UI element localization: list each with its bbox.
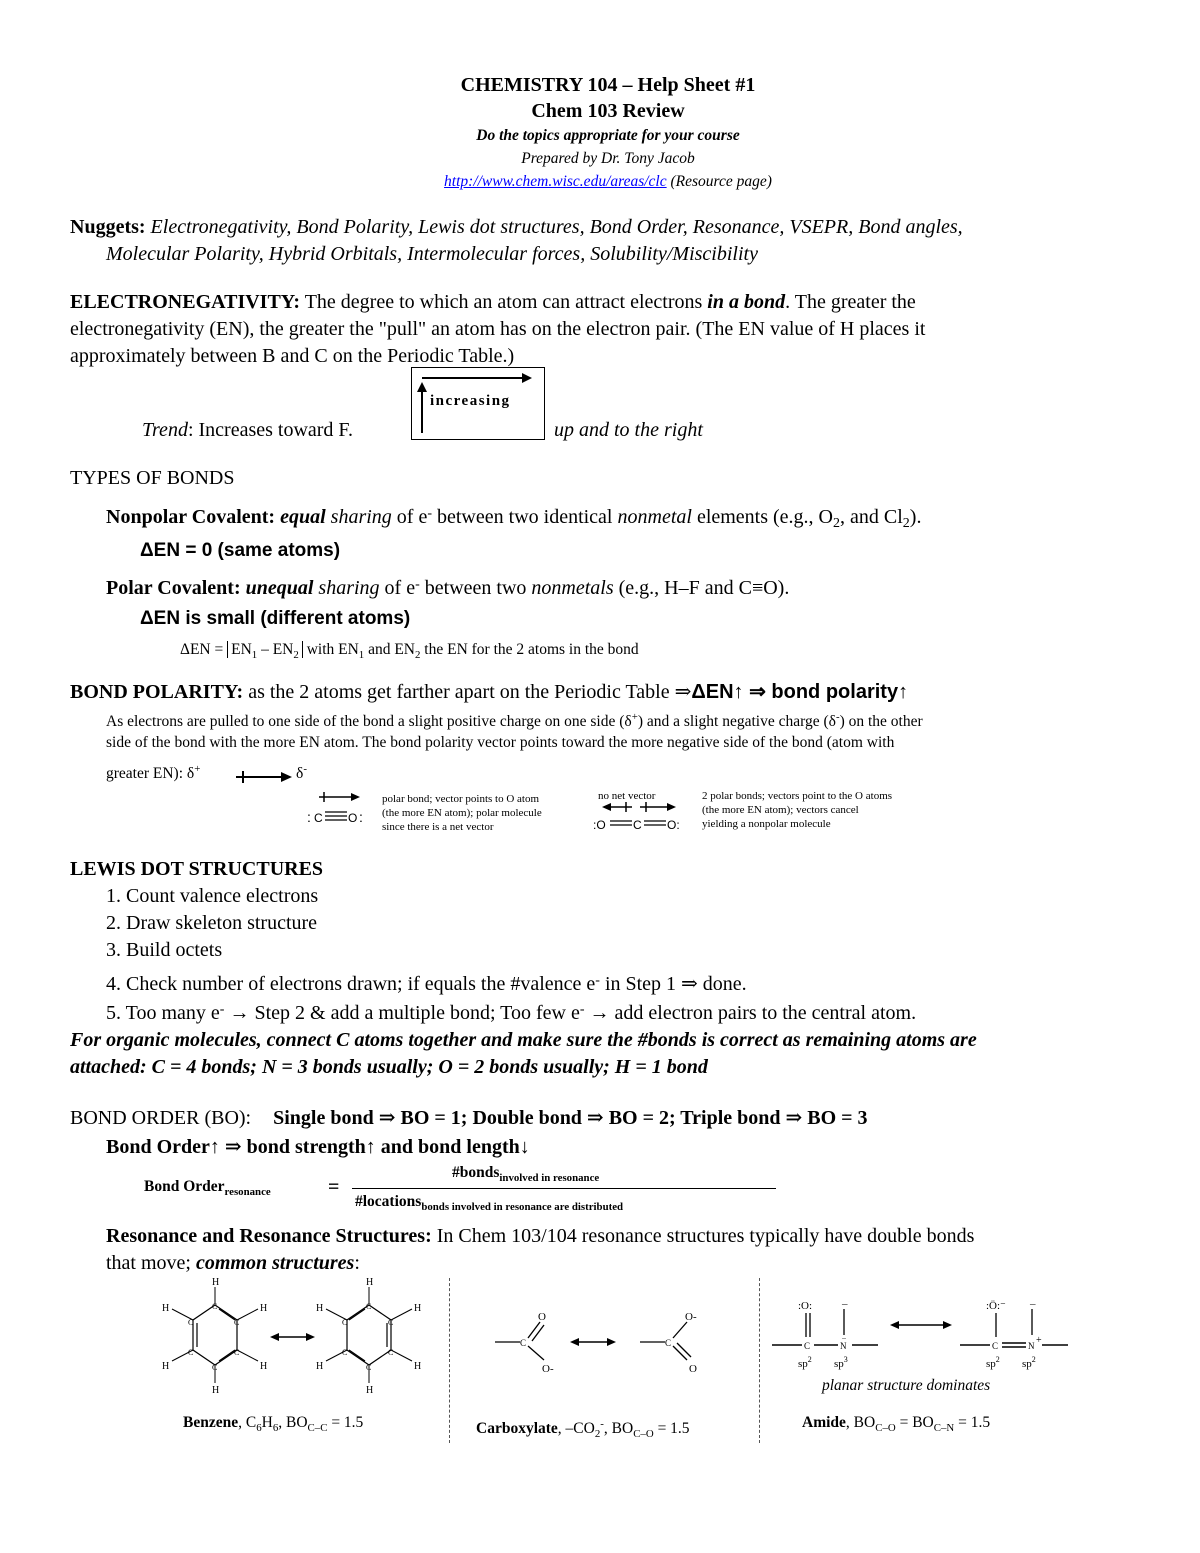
sub: C–O (875, 1422, 896, 1434)
cap-e: = 1.5 (327, 1414, 364, 1431)
h-label: H (212, 1385, 220, 1396)
sp2-label: $sp^2$ (986, 1355, 1000, 1370)
benzene-resonance-diagram (150, 1275, 440, 1415)
formula-e: and EN (364, 641, 415, 658)
h-label: H (162, 1303, 170, 1314)
dash-label: – (842, 1298, 848, 1310)
nuggets-line1 (70, 216, 963, 239)
bo-fraction-bar (352, 1188, 776, 1189)
formula-d: with EN (306, 641, 359, 658)
co2-molecule-diagram (590, 800, 690, 836)
abs-value (227, 641, 303, 661)
bond-order-line (70, 1105, 868, 1130)
doc-subtitle: Chem 103 Review (531, 100, 685, 122)
sub: 2 (594, 1428, 601, 1440)
en-line3: approximately between B and C on the Periodic Table.) (70, 345, 515, 367)
bo-label: Bond Order (144, 1178, 225, 1195)
step5-mid: → Step 2 & add a multiple bond; Too few e (224, 1002, 580, 1024)
h-label: H (212, 1277, 220, 1288)
cap-b: , BO (845, 1414, 876, 1431)
amide-right (960, 1298, 1068, 1370)
h-label: H (162, 1361, 170, 1372)
separator-1 (449, 1278, 450, 1443)
h-label: H (316, 1361, 324, 1372)
o-minus-label: O- (542, 1363, 554, 1375)
minus-sup: - (595, 973, 600, 988)
bond-order-trend: Bond Order↑ ⇒ bond strength↑ and bond length↓ (106, 1136, 530, 1158)
sub: involved in resonance (499, 1172, 600, 1184)
c-label: C (665, 1338, 672, 1348)
co2-right-o: O: (667, 818, 680, 832)
carboxylate-caption (476, 1418, 690, 1440)
sub: 2 (293, 649, 299, 661)
co-note-2: (the more EN atom); polar molecule (382, 807, 542, 819)
c-label: C (520, 1338, 527, 1348)
cap-d: = 1.5 (653, 1420, 690, 1437)
co-molecule-diagram (305, 790, 375, 830)
c-label: C (804, 1341, 811, 1351)
co-note-1: polar bond; vector points to O atom (382, 793, 540, 805)
co2-note-2: (the more EN atom); vectors cancel (702, 804, 859, 816)
resonance-heading: Resonance and Resonance Structures: (106, 1225, 432, 1247)
c-label: C (234, 1318, 240, 1327)
co2-top-label: no net vector (598, 790, 656, 802)
benzene-name: Benzene (183, 1414, 239, 1431)
doc-author: Prepared by Dr. Tony Jacob (521, 150, 695, 167)
co-lone-pair-o: : (359, 809, 363, 825)
step5-text: 5. Too many e (106, 1002, 220, 1024)
h-label: H (260, 1361, 268, 1372)
sub: 6 (272, 1422, 279, 1434)
h-label: H (316, 1303, 324, 1314)
nonpolar-en: ΔEN = 0 (same atoms) (140, 540, 341, 561)
polar-tail: (e.g., H–F and C≡O). (618, 577, 790, 599)
sup: + (631, 711, 638, 723)
resource-link[interactable]: http://www.chem.wisc.edu/areas/clc (444, 173, 667, 190)
sub: 1 (358, 649, 365, 661)
sub: C–N (933, 1422, 955, 1434)
cap-b: , C (238, 1414, 257, 1431)
o-minus-label: :Ö:⁻ (986, 1300, 1006, 1312)
p1-b: ) and a slight negative charge (δ (637, 713, 836, 730)
text2-c: : (354, 1252, 360, 1274)
nonpolar-line (106, 506, 921, 532)
lewis-organic-2: attached: C = 4 bonds; N = 3 bonds usually; O = 2 bonds usually; H = 1 bond (70, 1056, 708, 1078)
co2-c: C (633, 818, 642, 832)
step4-tail: in Step 1 ⇒ done. (599, 973, 747, 995)
trend-suffix: up and to the right (554, 419, 703, 441)
plus-label: + (1036, 1335, 1042, 1346)
en-text-b: in a bond (707, 291, 786, 313)
carboxylate-right (640, 1311, 697, 1375)
bond-polarity-text: as the 2 atoms get farther apart on the Periodic Table ⇒ (248, 681, 692, 703)
numerator: #bonds (452, 1164, 500, 1181)
carboxylate-left (495, 1311, 554, 1375)
minus-sup: - (427, 506, 432, 521)
sup: + (194, 763, 201, 775)
bond-polarity-heading: BOND POLARITY: (70, 681, 244, 703)
en-text-c: . The greater the (785, 291, 916, 313)
p3-end: δ (296, 765, 304, 782)
c-label: C (366, 1302, 372, 1311)
sub: C–C (307, 1422, 328, 1434)
cap-c: , BO (603, 1420, 634, 1437)
c-label: C (342, 1318, 348, 1327)
h-label: H (414, 1361, 422, 1372)
polarity-vector-icon (234, 770, 294, 784)
lewis-heading: LEWIS DOT STRUCTURES (70, 858, 324, 880)
bond-order-values: Single bond ⇒ BO = 1; Double bond ⇒ BO = 2; Triple bond ⇒ BO = 3 (273, 1107, 868, 1129)
co-note-3: since there is a net vector (382, 821, 494, 833)
sub: 2 (833, 516, 841, 531)
nonpolar-tail-a: elements (e.g., O (696, 506, 834, 528)
sub: 2 (415, 649, 421, 661)
nonpolar-equal: equal (280, 506, 326, 528)
text2-b: common structures (195, 1252, 355, 1274)
carboxylate-resonance-diagram (490, 1300, 730, 1380)
nonpolar-tail-c: ). (909, 506, 922, 528)
bond-types-heading: TYPES OF BONDS (70, 467, 235, 489)
dash-label: – (1030, 1298, 1036, 1310)
minus-sup: - (415, 577, 420, 592)
sub: 6 (256, 1422, 262, 1434)
co-c-atom: C (314, 811, 323, 825)
resonance-line2 (106, 1252, 360, 1275)
polar-label: Polar Covalent: (106, 577, 241, 599)
lewis-step-2: 2. Draw skeleton structure (106, 912, 318, 934)
c-label: C (234, 1348, 240, 1357)
carboxylate-arrow (570, 1338, 616, 1346)
resource-line (0, 173, 1200, 191)
sub: 2 (902, 516, 910, 531)
bond-polarity-trend: ΔEN↑ ⇒ bond polarity↑ (691, 681, 909, 703)
co-lone-pair-c: : (307, 809, 311, 825)
polarity-p1 (106, 711, 923, 731)
separator-2 (759, 1278, 760, 1443)
bo-formula-eq: = (328, 1176, 340, 1198)
n-lone-pair: .. (842, 1332, 846, 1341)
benzene-right (316, 1277, 421, 1396)
polar-nonmetals: nonmetals (531, 577, 614, 599)
bo-numerator (452, 1164, 599, 1184)
p1-c: ) on the other (839, 713, 923, 730)
doc-title: CHEMISTRY 104 – Help Sheet #1 (460, 74, 756, 96)
co2-note-1: 2 polar bonds; vectors point to the O atoms (702, 790, 893, 802)
o-label: O (538, 1311, 546, 1323)
minus-sup: - (579, 1002, 585, 1017)
doc-note: Do the topics appropriate for your course (476, 127, 740, 144)
formula-a: ΔEN = (180, 641, 224, 658)
sup: - (303, 763, 307, 775)
sub: C–O (633, 1428, 654, 1440)
cap-c: H (261, 1414, 273, 1431)
n-plus-label: N (1028, 1341, 1035, 1351)
trend-box-label: increasing (430, 393, 511, 409)
sp2-label: $sp^2$ (798, 1355, 812, 1370)
bo-denominator (355, 1193, 623, 1213)
h-label: H (414, 1303, 422, 1314)
en-line2: electronegativity (EN), the greater the "pull" an atom has on the electron pair. (The EN value of H places it (70, 318, 926, 340)
polarity-p3 (106, 763, 200, 783)
p1-a: As electrons are pulled to one side of the bond a slight positive charge on one side (δ (106, 713, 632, 730)
denominator: #locations (355, 1193, 422, 1210)
amide-name: Amide (802, 1414, 846, 1431)
n-label: N (840, 1341, 847, 1351)
p3-a: greater EN): δ (106, 765, 195, 782)
co-o-atom: O (348, 811, 358, 825)
lewis-step-3: 3. Build octets (106, 939, 223, 961)
c-label: C (212, 1302, 218, 1311)
c-label: C (212, 1363, 218, 1372)
co2-left-o: :O (593, 818, 606, 832)
bo-formula-label (144, 1178, 271, 1198)
c-label: C (188, 1318, 194, 1327)
nonpolar-sharing: sharing (330, 506, 392, 528)
nuggets-label: Nuggets: (70, 216, 146, 238)
o-label: :O: (798, 1300, 813, 1312)
polar-en: ΔEN is small (different atoms) (140, 608, 411, 629)
cap-b: , –CO (557, 1420, 595, 1437)
step5-tail: → add electron pairs to the central atom. (584, 1002, 917, 1024)
en-heading: ELECTRONEGATIVITY: (70, 291, 301, 313)
amide-note: planar structure dominates (822, 1377, 991, 1394)
trend-box (411, 367, 545, 440)
resource-suffix: (Resource page) (670, 173, 772, 190)
c-label: C (992, 1341, 999, 1351)
amide-arrow (890, 1321, 952, 1329)
nonpolar-tail-b: , and Cl (840, 506, 903, 528)
bond-order-heading: BOND ORDER (BO): (70, 1107, 252, 1129)
lewis-step-4 (106, 971, 747, 996)
c-label: C (388, 1318, 394, 1327)
nonpolar-label: Nonpolar Covalent: (106, 506, 276, 528)
lewis-organic-1: For organic molecules, connect C atoms together and make sure the #bonds is correct as remaining atoms are (70, 1029, 977, 1051)
en-trend (142, 419, 353, 442)
nonpolar-nonmetal: nonmetal (617, 506, 692, 528)
benzene-left (162, 1277, 267, 1396)
cap-d: = 1.5 (954, 1414, 991, 1431)
polar-sharing: sharing (318, 577, 380, 599)
lewis-step-1: 1. Count valence electrons (106, 885, 319, 907)
resonance-text: In Chem 103/104 resonance structures typically have double bonds (436, 1225, 975, 1247)
polar-of: of e (384, 577, 416, 599)
h-label: H (366, 1277, 374, 1288)
h-label: H (366, 1385, 374, 1396)
c-label: C (366, 1363, 372, 1372)
cap-d: , BO (278, 1414, 308, 1431)
sp2-label: $sp^2$ (1022, 1355, 1036, 1370)
trend-text: : Increases toward F. (187, 419, 353, 441)
o-minus-label: O- (685, 1311, 697, 1323)
sup: - (600, 1418, 604, 1430)
resonance-line1 (106, 1225, 974, 1248)
polar-between: between two (424, 577, 527, 599)
text2-a: that move; (106, 1252, 191, 1274)
polar-line (106, 577, 789, 600)
bond-polarity-line (70, 679, 908, 704)
amide-caption (802, 1414, 990, 1434)
o-label: O (689, 1363, 697, 1375)
c-label: C (342, 1348, 348, 1357)
sup: - (835, 711, 840, 723)
polarity-p2: side of the bond with the more EN atom. The bond polarity vector points toward the more negative side of the bond (atom with (106, 734, 895, 751)
h-label: H (260, 1303, 268, 1314)
amide-left (772, 1298, 878, 1370)
carboxylate-name: Carboxylate (476, 1420, 558, 1437)
c-label: C (388, 1348, 394, 1357)
en-line1 (70, 291, 916, 314)
cap-c: = BO (895, 1414, 934, 1431)
nonpolar-of: of e (396, 506, 428, 528)
step4-text: 4. Check number of electrons drawn; if equals the #valence e (106, 973, 596, 995)
en-text-a: The degree to which an atom can attract electrons (304, 291, 703, 313)
en-difference-formula (180, 641, 639, 661)
trend-label: Trend (142, 419, 188, 441)
sub: 1 (251, 649, 258, 661)
c-label: C (188, 1348, 194, 1357)
minus-sup: - (219, 1002, 225, 1017)
resonance-double-arrow (270, 1333, 315, 1341)
benzene-caption (183, 1414, 363, 1434)
lewis-step-5 (106, 1002, 916, 1025)
formula-b: EN (231, 641, 252, 658)
polar-unequal: unequal (245, 577, 314, 599)
nuggets-line2: Molecular Polarity, Hybrid Orbitals, Intermolecular forces, Solubility/Miscibility (106, 243, 758, 265)
co2-note-3: yielding a nonpolar molecule (702, 818, 831, 830)
sp3-label: $sp^3$ (834, 1355, 848, 1370)
nonpolar-between: between two identical (437, 506, 613, 528)
polarity-p3-end (296, 763, 307, 783)
sub: resonance (224, 1186, 271, 1198)
formula-c: – EN (257, 641, 294, 658)
nuggets-topics1: Electronegativity, Bond Polarity, Lewis dot structures, Bond Order, Resonance, VSEPR, Bond angles, (150, 216, 963, 238)
sub: bonds involved in resonance are distributed (421, 1201, 624, 1213)
formula-f: the EN for the 2 atoms in the bond (420, 641, 639, 658)
amide-resonance-diagram (770, 1295, 1080, 1380)
